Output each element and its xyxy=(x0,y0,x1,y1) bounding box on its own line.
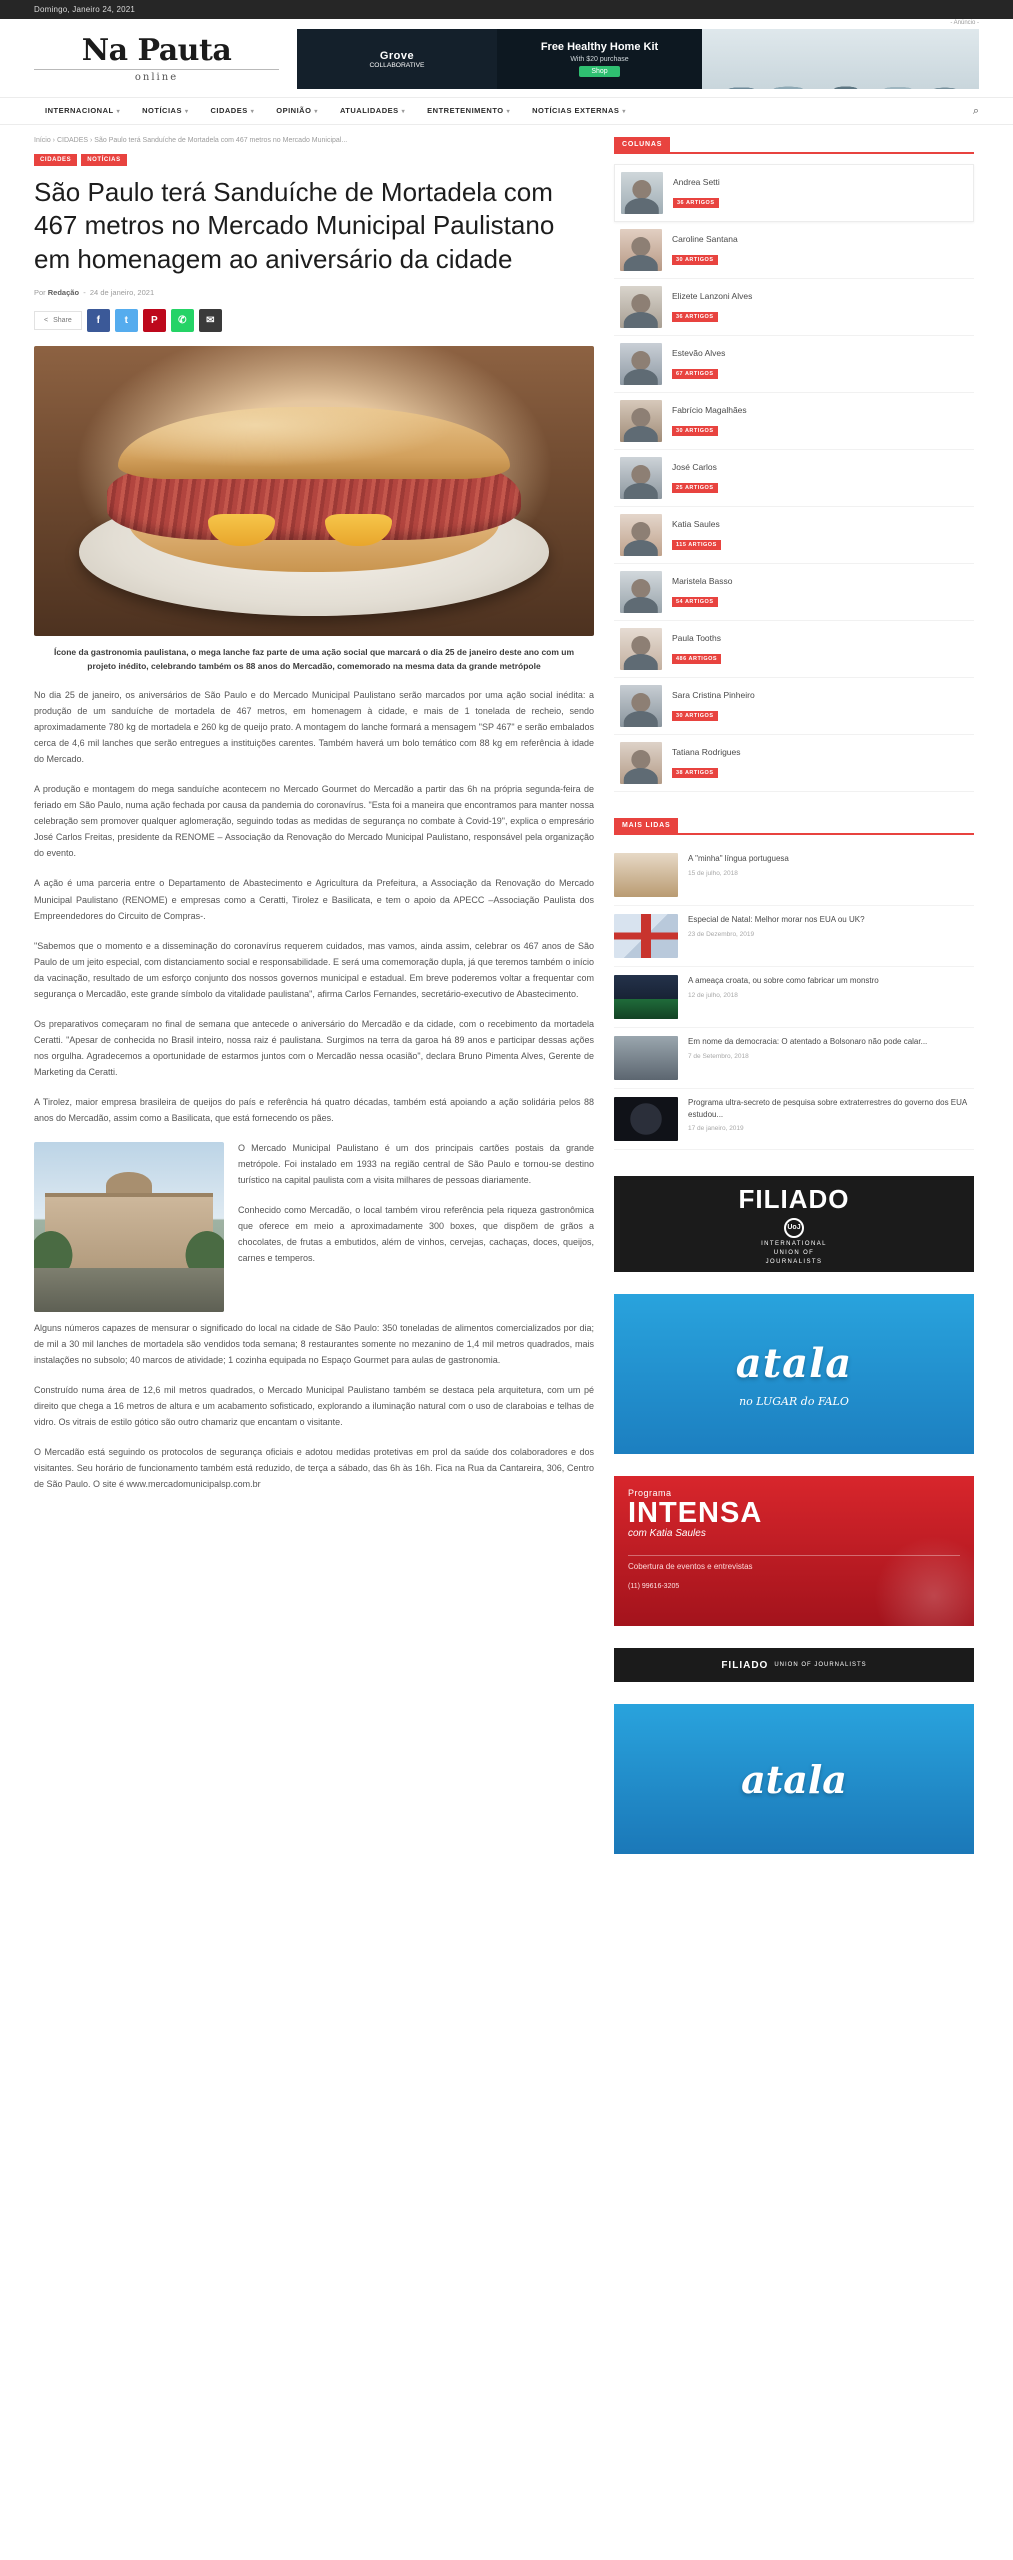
banner-filiado-iuj[interactable] xyxy=(614,1176,974,1272)
ad-label: - Anúncio - xyxy=(950,20,979,26)
article-paragraph: A produção e montagem do mega sanduíche acontecem no Mercado Gourmet do Mercadão a partir das 6h na própria segunda-feira de feriado em São Paulo, numa ação fechada por causa da pandemia do coronavírus. "Esta foi a maneira que encontramos para manter nossa celebração sem promover qualquer aglomeração, seguindo todas as medidas de segurança no combate à Covid-19", explica o empresário José Carlos Freitas, presidente da RENOME – Associação da Renovação do Mercado Municipal Paulistano, responsável pela organização do evento. xyxy=(34,784,594,859)
banner-filiado-small-title: FILIADO xyxy=(721,1659,769,1671)
sidebar xyxy=(614,137,974,1854)
main-navigation xyxy=(0,97,1013,125)
breadcrumb[interactable]: Início › CIDADES › São Paulo terá Sanduíche de Mortadela com 467 metros no Mercado Municipal... xyxy=(34,137,348,144)
most-read-text xyxy=(688,853,789,897)
columnist-article-count: 38 ARTIGOS xyxy=(672,768,718,778)
columnist-article-count: 486 ARTIGOS xyxy=(672,654,721,664)
chevron-down-icon: ▾ xyxy=(506,108,511,115)
columnist-info xyxy=(672,747,741,779)
article-thumbnail xyxy=(614,1097,678,1141)
category-badge-noticias[interactable]: NOTÍCIAS xyxy=(81,154,126,166)
columnist-name: José Carlos xyxy=(672,462,717,472)
ad-shop-button[interactable]: Shop xyxy=(579,66,619,77)
columnist-info xyxy=(672,633,721,665)
article-thumbnail xyxy=(614,914,678,958)
columnist-article-count: 36 ARTIGOS xyxy=(672,312,718,322)
columnist-name: Paula Tooths xyxy=(672,633,721,643)
columnist-row[interactable] xyxy=(614,279,974,336)
inline-figure-block xyxy=(34,1140,594,1320)
widget-title: COLUNAS xyxy=(614,137,670,152)
columnist-article-count: 36 ARTIGOS xyxy=(673,198,719,208)
most-read-date: 23 de Dezembro, 2019 xyxy=(688,930,755,938)
ad-brand-sub: COLLABORATIVE xyxy=(369,61,425,69)
nav-items xyxy=(34,97,637,126)
banner-intensa-programa: Programa xyxy=(628,1488,672,1498)
most-read-title: A ameaça croata, ou sobre como fabricar um monstro xyxy=(688,976,879,985)
article-paragraph: O Mercado Municipal Paulistano é um dos principais cartões postais da grande metrópole. Foi instalado em 1933 na região central de São Paulo e tornou-se destino turístico na capital paulista com a visita milhares de pessoas diariamente. xyxy=(238,1142,594,1185)
avatar xyxy=(621,172,663,214)
logo-divider xyxy=(34,69,279,70)
article-paragraph-text: O Mercadão está seguindo os protocolos de segurança oficiais e adotou medidas protetivas em prol da saúde dos colaboradores e dos visitantes. Seu horário de funcionamento também está reduzido, de terça a sábado, das 6h às 16h. Fica na Rua da Cantareira, 306, Centro de São Paulo. O site é www.mercadomunicipalsp.com.br xyxy=(34,1446,594,1489)
widget-header xyxy=(614,818,974,835)
columnist-info xyxy=(672,348,725,380)
banner-atala-2-title: atala xyxy=(741,1756,847,1802)
byline xyxy=(34,288,594,297)
columnist-row[interactable] xyxy=(614,564,974,621)
columnist-name: Elizete Lanzoni Alves xyxy=(672,291,753,301)
author-link[interactable]: Redação xyxy=(47,287,80,297)
columnist-name: Maristela Basso xyxy=(672,576,733,586)
nav-item-entretenimento[interactable] xyxy=(416,97,521,126)
most-read-item[interactable] xyxy=(614,967,974,1028)
chevron-down-icon: ▾ xyxy=(116,108,121,115)
ad-headline: Free Healthy Home Kit xyxy=(540,41,659,53)
banner-filiado-title: FILIADO xyxy=(738,1183,850,1214)
columnist-name: Fabrício Magalhães xyxy=(672,405,747,415)
most-read-text xyxy=(688,1036,927,1080)
pinterest-share-icon[interactable]: P xyxy=(143,309,166,332)
banner-filiado-line3: JOURNALISTS xyxy=(765,1258,823,1265)
article-paragraph: A Tirolez, maior empresa brasileira de queijos do país e referência há quatro décadas, também está apoiando a ação solidária pelos 88 anos do Mercadão, assim como a Basilicata, que está fornecendo os pães. xyxy=(34,1096,594,1123)
ad-subline: With $20 purchase xyxy=(570,56,629,63)
columnist-row[interactable] xyxy=(614,735,974,792)
share-icon: < xyxy=(44,316,49,324)
site-logo[interactable] xyxy=(34,32,279,83)
nav-label: CIDADES xyxy=(210,105,248,115)
article-paragraph: "Sabemos que o momento e a disseminação do coronavírus requerem cuidados, mas vamos, ainda assim, celebrar os 467 anos de São Paulo de um jeito especial, com distanciamento social e responsabilidade. E será uma comemoração dupla, já que teremos também o início da vacinação, resultado de um esforço conjunto dos nossos governos municipal e estadual. Em breve poderemos voltar a frequentar com segurança o Mercadão, este grande símbolo da vitalidade paulistana", afirma Carlos Fernandes, secretário-executivo de Abastecimento. xyxy=(34,940,594,999)
columnist-row[interactable] xyxy=(614,450,974,507)
banner-filiado-line1: INTERNATIONAL xyxy=(761,1240,827,1247)
most-read-title: Programa ultra-secreto de pesquisa sobre extraterrestres do governo dos EUA estudou... xyxy=(688,1098,967,1119)
search-icon[interactable]: ⌕ xyxy=(972,104,979,117)
ad-offer-panel xyxy=(497,29,702,89)
columnist-name: Sara Cristina Pinheiro xyxy=(672,690,755,700)
columnist-row[interactable] xyxy=(614,336,974,393)
nav-label: NOTÍCIAS xyxy=(142,105,182,115)
nav-label: ATUALIDADES xyxy=(339,105,399,115)
site-logo-title: Na Pauta xyxy=(81,32,232,68)
article-thumbnail xyxy=(614,853,678,897)
most-read-date: 17 de janeiro, 2019 xyxy=(688,1125,744,1133)
most-read-item[interactable] xyxy=(614,1089,974,1150)
ad-product-image xyxy=(702,29,979,89)
masthead xyxy=(0,19,1013,97)
widget-mais-lidas xyxy=(614,818,974,1150)
chevron-down-icon: ▾ xyxy=(184,108,189,115)
columnist-info xyxy=(672,462,718,494)
columnist-info xyxy=(672,576,732,608)
article-thumbnail xyxy=(614,975,678,1019)
most-read-item[interactable] xyxy=(614,845,974,906)
nav-item-internacional[interactable] xyxy=(34,97,131,126)
twitter-share-icon[interactable]: t xyxy=(115,309,138,332)
nav-item-atualidades[interactable] xyxy=(329,97,416,126)
most-read-title: A "minha" língua portuguesa xyxy=(688,854,789,863)
nav-item-opiniao[interactable] xyxy=(265,97,329,126)
nav-item-noticias-externas[interactable] xyxy=(521,97,637,126)
article-hero-image xyxy=(34,346,594,636)
columnist-name: Katia Saules xyxy=(672,519,720,529)
banner-intensa-title: INTENSA xyxy=(628,1497,763,1529)
widget-colunas xyxy=(614,137,974,792)
chevron-down-icon: ▾ xyxy=(401,108,406,115)
site-logo-subtitle: online xyxy=(134,71,179,83)
avatar xyxy=(620,685,662,727)
publish-date-value: 24 de janeiro, 2021 xyxy=(89,287,155,297)
banner-atala-title: atala xyxy=(735,1340,853,1387)
ad-brand-panel xyxy=(297,29,497,89)
banner-atala[interactable] xyxy=(614,1294,974,1454)
banner-intensa-coverage: Cobertura de eventos e entrevistas xyxy=(628,1555,960,1571)
avatar xyxy=(620,400,662,442)
columnist-article-count: 115 ARTIGOS xyxy=(672,540,721,550)
avatar xyxy=(620,343,662,385)
widget-title: MAIS LIDAS xyxy=(614,818,678,833)
email-share-icon[interactable]: ✉ xyxy=(199,309,222,332)
mercado-municipal-image xyxy=(34,1142,224,1312)
most-read-text xyxy=(688,975,879,1019)
hero-caption: Ícone da gastronomia paulistana, o mega lanche faz parte de uma ação social que marcará o dia 25 de janeiro deste ano com um projeto inédito, celebrando também os 88 anos do Mercadão, comemorado na mesma data da grande metrópole xyxy=(53,646,575,671)
whatsapp-share-icon[interactable]: ✆ xyxy=(171,309,194,332)
banner-filiado-small-sub: UNION OF JOURNALISTS xyxy=(774,1662,867,1668)
columnist-row[interactable] xyxy=(614,621,974,678)
columnist-article-count: 67 ARTIGOS xyxy=(672,369,718,379)
chevron-down-icon: ▾ xyxy=(622,108,626,115)
banner-filiado-line2: UNION OF xyxy=(773,1249,815,1256)
nav-item-noticias[interactable] xyxy=(131,97,199,126)
avatar xyxy=(620,457,662,499)
most-read-title: Especial de Natal: Melhor morar nos EUA ou UK? xyxy=(688,915,865,924)
columnist-article-count: 30 ARTIGOS xyxy=(672,426,718,436)
most-read-date: 15 de julho, 2018 xyxy=(688,869,738,877)
columnist-row[interactable] xyxy=(614,678,974,735)
nav-item-cidades[interactable] xyxy=(199,97,265,126)
columnist-row[interactable] xyxy=(614,393,974,450)
columnist-article-count: 30 ARTIGOS xyxy=(672,711,718,721)
most-read-title: Em nome da democracia: O atentado a Bolsonaro não pode calar... xyxy=(688,1037,928,1046)
banner-filiado-small[interactable] xyxy=(614,1648,974,1682)
banner-atala-tagline: no LUGAR do FALO xyxy=(739,1395,849,1408)
most-read-date: 12 de julho, 2018 xyxy=(688,991,738,999)
avatar xyxy=(620,742,662,784)
banner-intensa-host: com Katia Saules xyxy=(628,1528,706,1540)
most-read-item[interactable] xyxy=(614,906,974,967)
nav-label: ENTRETENIMENTO xyxy=(427,105,504,115)
most-read-item[interactable] xyxy=(614,1028,974,1089)
hero-bread-top xyxy=(118,407,510,480)
columnist-name: Andrea Setti xyxy=(673,177,720,187)
page-title: São Paulo terá Sanduíche de Mortadela com 467 metros no Mercado Municipal Paulistano em homenagem ao aniversário da cidade xyxy=(34,177,555,274)
article-thumbnail xyxy=(614,1036,678,1080)
chevron-down-icon: ▾ xyxy=(250,108,255,115)
columnist-info xyxy=(672,405,747,437)
banner-intensa-phone: (11) 99616-3205 xyxy=(628,1583,680,1591)
current-date: Domingo, Janeiro 24, 2021 xyxy=(34,5,136,14)
avatar xyxy=(620,286,662,328)
page-body xyxy=(0,125,1013,1854)
article-paragraph: Alguns números capazes de mensurar o significado do local na cidade de São Paulo: 350 toneladas de alimentos comercializados por dia; de mil a 30 mil lanches de mortadela são vendidos toda semana; 8 restaurantes somente no mezanino de 1,4 mil metros quadrados, mais instalações no subsolo; 40 marcos de atividade; 1 cozinha equipada no Espaço Gourmet para aulas de gastronomia. xyxy=(34,1322,594,1365)
article-paragraph: Construído numa área de 12,6 mil metros quadrados, o Mercado Municipal Paulistano também se destaca pela arquitetura, com um pé direito que chega a 16 metros de altura e um acabamento sofisticado, explorando a iluminação natural com o uso de claraboias e telhas de vidro. Os vitrais de estilo gótico são outro chamariz que encantam o visitante. xyxy=(34,1384,594,1427)
columnist-info xyxy=(672,234,738,266)
iuj-logo-icon: UoJ xyxy=(784,1218,804,1238)
columnist-article-count: 30 ARTIGOS xyxy=(672,255,718,265)
nav-label: INTERNACIONAL xyxy=(45,105,114,115)
columnist-row[interactable] xyxy=(614,222,974,279)
widget-header xyxy=(614,137,974,154)
byline-prefix: Por xyxy=(34,287,46,297)
article-paragraph-with-link xyxy=(34,1444,594,1492)
columnist-name: Tatiana Rodrigues xyxy=(672,747,741,757)
banner-atala-2[interactable] xyxy=(614,1704,974,1854)
article-paragraph: No dia 25 de janeiro, os aniversários de São Paulo e do Mercado Municipal Paulistano serão marcados por uma ação social inédita: a produção de um sanduíche de mortadela de 467 metros, em homenagem à cidade, e mais de 1 tonelada de recheio, sendo aproximadamente 780 kg de mortadela e 260 kg de queijo prato. A montagem do lanche formará a mensagem "SP 467" e serão embalados cerca de 4,6 mil lanches que serão entregues a instituições carentes. Também haverá um bolo temático com 88 kg em referência à idade do Mercado. xyxy=(34,690,594,765)
columnist-info xyxy=(672,519,721,551)
avatar xyxy=(620,514,662,556)
top-bar xyxy=(0,0,1013,19)
avatar xyxy=(620,628,662,670)
most-read-date: 7 de Setembro, 2018 xyxy=(688,1052,749,1060)
avatar xyxy=(620,571,662,613)
columnist-row[interactable] xyxy=(614,507,974,564)
columnist-info xyxy=(672,690,755,722)
chevron-down-icon: ▾ xyxy=(314,108,318,115)
article-paragraph: Conhecido como Mercadão, o local também virou referência pela riqueza gastronômica que oferece em meio a aproximadamente 300 boxes, que dispõem de grãos a chocolates, de frutas a embutidos, além de vinhos, cervejas, cachaças, doces, queijos, carnes e temperos. xyxy=(238,1204,594,1263)
share-button[interactable] xyxy=(34,311,82,330)
avatar xyxy=(620,229,662,271)
columnist-row[interactable] xyxy=(614,164,974,222)
street xyxy=(34,1268,224,1312)
nav-label: OPINIÃO xyxy=(276,105,312,115)
share-label: Share xyxy=(53,316,72,324)
most-read-text xyxy=(688,914,865,958)
ad-brand-name: Grove xyxy=(379,49,415,62)
article-column xyxy=(34,137,594,1506)
publish-date: - xyxy=(81,287,88,297)
columnist-info xyxy=(672,291,752,323)
category-badge-cidades[interactable]: CIDADES xyxy=(34,154,77,166)
article-categories xyxy=(34,154,594,166)
article-paragraph: A ação é uma parceria entre o Departamento de Abastecimento e Agricultura da Prefeitura, a Associação da Renovação do Mercado Municipal Paulistano (RENOME) e empresas como a Ceratti, Tirolez e Basilicata, e tem o apoio da APECC –Associação Paulista dos Empreendedores do Circuito de Compras-. xyxy=(34,878,594,921)
columnist-name: Caroline Santana xyxy=(672,234,738,244)
columnist-name: Estevão Alves xyxy=(672,348,726,358)
facebook-share-icon[interactable]: f xyxy=(87,309,110,332)
columnist-article-count: 54 ARTIGOS xyxy=(672,597,718,607)
columnist-info xyxy=(673,177,720,209)
share-row xyxy=(34,309,594,332)
article-paragraph: Os preparativos começaram no final de semana que antecede o aniversário do Mercadão e da cidade, com o recebimento da mortadela Ceratti. "Apesar de conhecida no Brasil inteiro, nossa raiz é paulistana. Surgimos na terra da garoa há 89 anos e participar dessas ações nos orgulha. Agradecemos a oportunidade de estarmos juntos com o Mercadão nessa ocasião", declara Bruno Pimenta Alves, Gerente de Marketing da Ceratti. xyxy=(34,1018,594,1077)
header-ad-banner[interactable] xyxy=(297,20,979,89)
most-read-text xyxy=(688,1097,974,1141)
nav-label: NOTÍCIAS EXTERNAS xyxy=(532,105,620,115)
banner-intensa[interactable] xyxy=(614,1476,974,1626)
columnist-article-count: 25 ARTIGOS xyxy=(672,483,718,493)
